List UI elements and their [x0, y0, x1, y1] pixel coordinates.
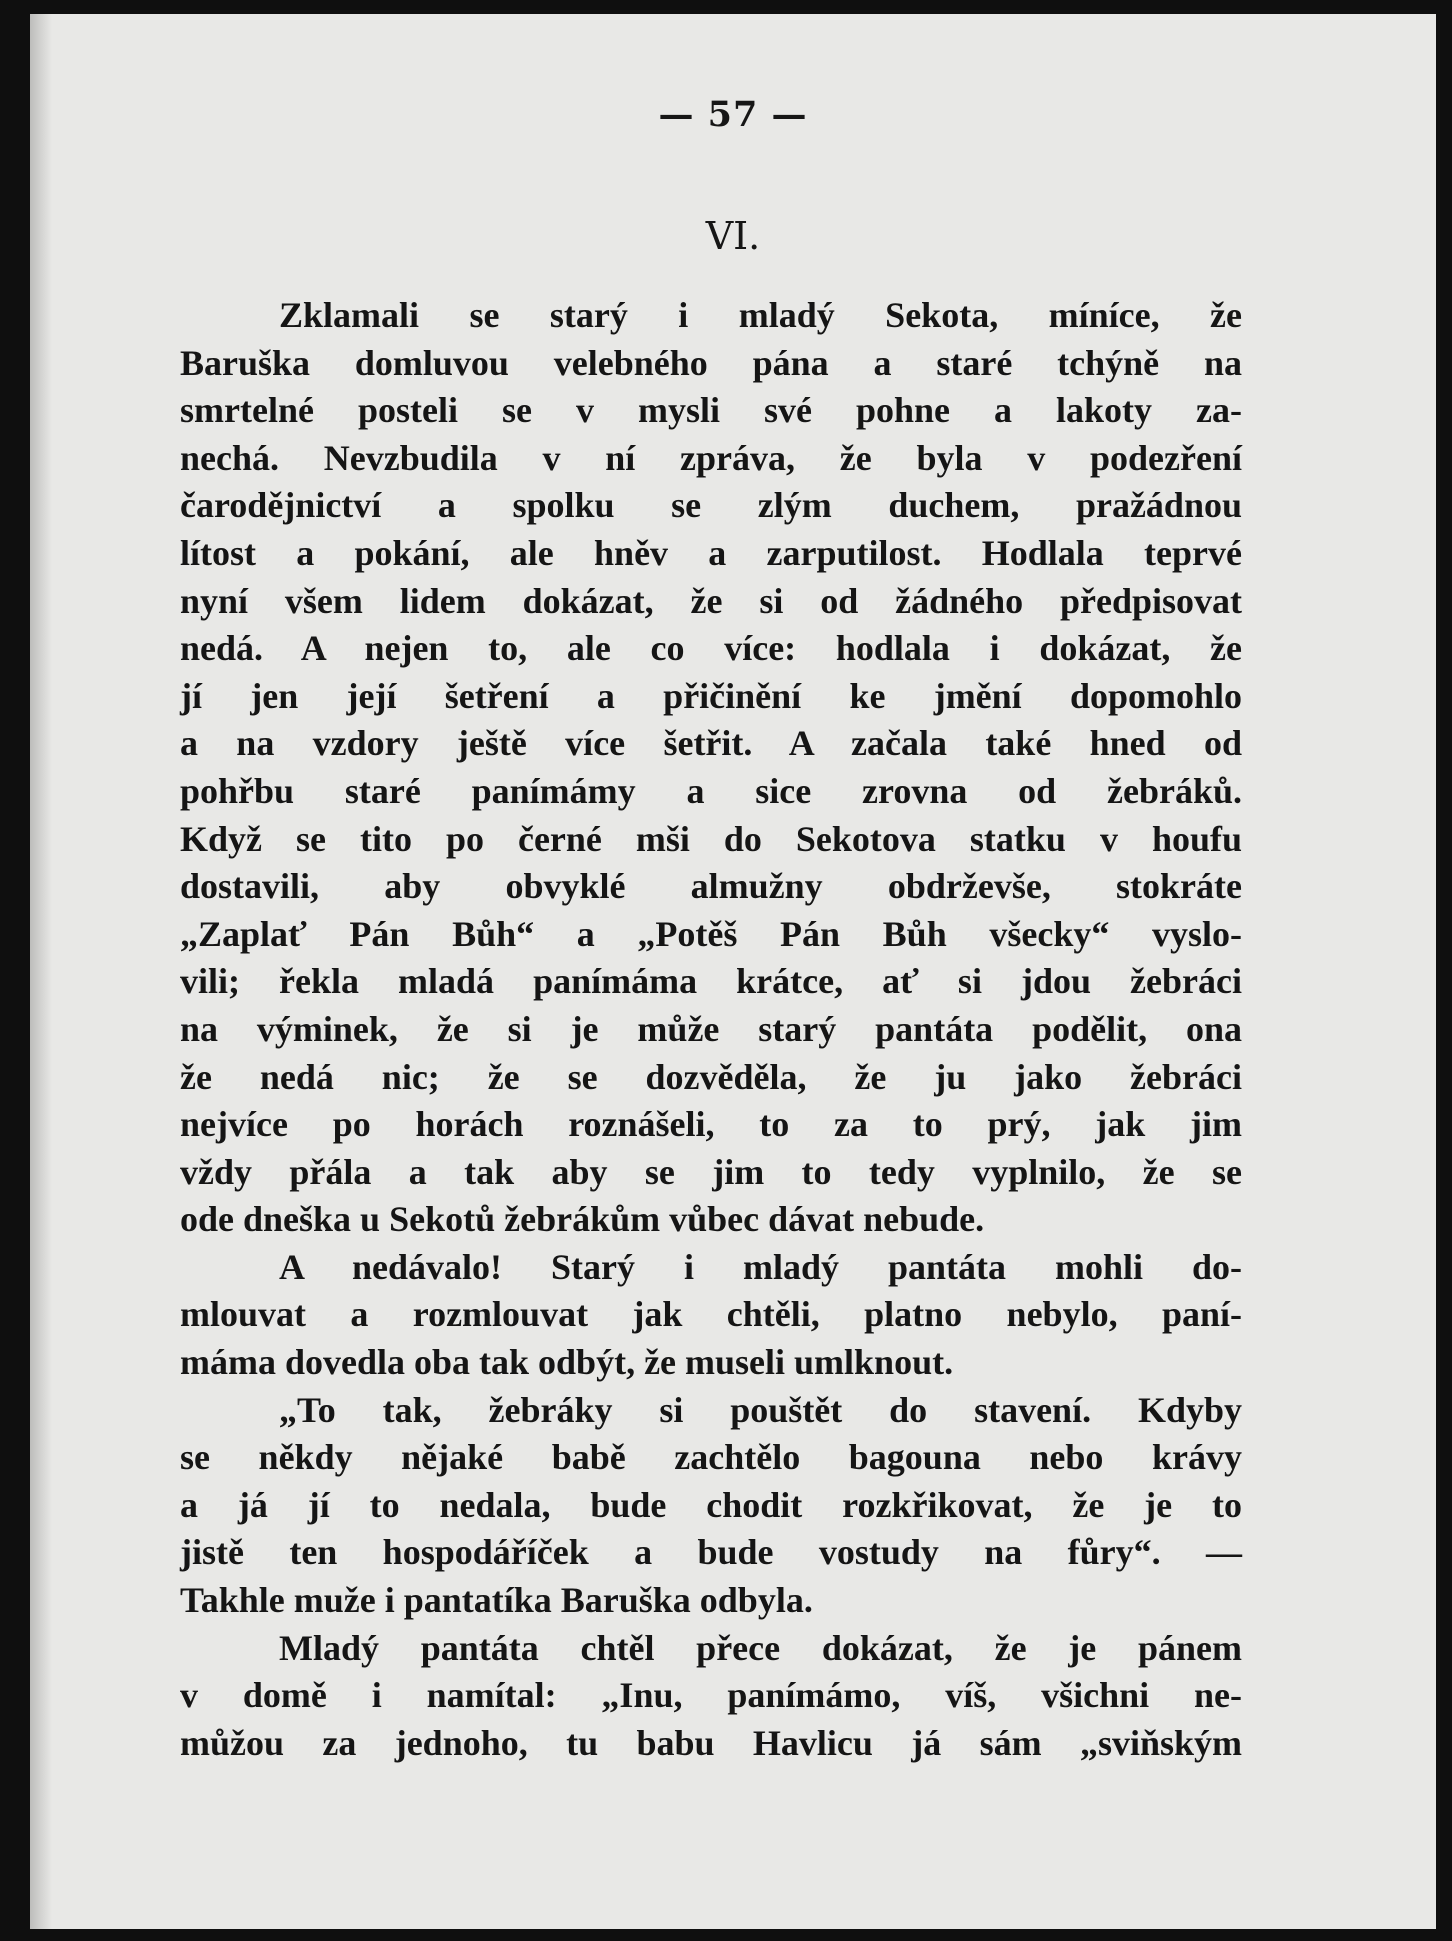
text-line: vili; řekla mladá panímáma krátce, ať si jdou žebráci: [180, 961, 1242, 1002]
text-line: čarodějnictví a spolku se zlým duchem, pražádnou: [180, 485, 1242, 526]
text-line: A nedávalo! Starý i mladý pantáta mohli do-: [279, 1246, 1242, 1287]
text-line: a já jí to nedala, bude chodit rozkřikovat, že je to: [180, 1484, 1242, 1525]
text-line: nedá. A nejen to, ale co více: hodlala i dokázat, že: [180, 628, 1242, 669]
text-line: Když se tito po černé mši do Sekotova statku v houfu: [180, 818, 1242, 859]
text-line: nechá. Nevzbudila v ní zpráva, že byla v podezření: [180, 437, 1242, 478]
text-line: jistě ten hospodáříček a bude vostudy na fůry“. —: [180, 1532, 1242, 1573]
text-line: máma dovedla oba tak odbýt, že museli umlknout.: [180, 1342, 954, 1383]
text-line: v domě i namítal: „Inu, panímámo, víš, všichni ne-: [180, 1675, 1242, 1716]
text-line: Takhle muže i pantatíka Baruška odbyla.: [180, 1580, 813, 1621]
text-line: Zklamali se starý i mladý Sekota, míníce, že: [279, 295, 1242, 335]
text-line: dostavili, aby obvyklé almužny obdrževše, stokráte: [180, 866, 1242, 907]
text-line: že nedá nic; že se dozvěděla, že ju jako žebráci: [180, 1056, 1242, 1097]
text-line: mlouvat a rozmlouvat jak chtěli, platno nebylo, paní-: [180, 1294, 1242, 1335]
text-line: Mladý pantáta chtěl přece dokázat, že je pánem: [279, 1627, 1242, 1668]
text-line: lítost a pokání, ale hněv a zarputilost. Hodlala teprvé: [180, 532, 1242, 573]
text-line: Baruška domluvou velebného pána a staré tchýně na: [180, 342, 1242, 383]
text-line: ode dneška u Sekotů žebrákům vůbec dávat nebude.: [180, 1199, 985, 1240]
text-line: se někdy nějaké babě zachtělo bagouna nebo krávy: [180, 1437, 1242, 1478]
text-line: „Zaplať Pán Bůh“ a „Potěš Pán Bůh všecky“ vyslo-: [180, 913, 1242, 954]
body-text: [180, 292, 1242, 1767]
text-line: „To tak, žebráky si pouštět do stavení. Kdyby: [279, 1389, 1242, 1430]
text-line: jí jen její šetření a přičinění ke jmění dopomohlo: [180, 675, 1242, 716]
book-page: [30, 14, 1436, 1929]
text-line: nyní všem lidem dokázat, že si od žádného předpisovat: [180, 580, 1242, 621]
page-number: — 57 —: [658, 94, 808, 135]
text-line: a na vzdory ještě více šetřit. A začala také hned od: [180, 723, 1242, 764]
chapter-heading: VI.: [705, 214, 761, 258]
text-line: můžou za jednoho, tu babu Havlicu já sám „sviňským: [180, 1722, 1242, 1763]
text-line: nejvíce po horách roznášeli, to za to prý, jak jim: [180, 1104, 1242, 1145]
text-line: na výminek, že si je může starý pantáta podělit, ona: [180, 1008, 1242, 1049]
text-line: pohřbu staré panímámy a sice zrovna od žebráků.: [180, 770, 1242, 811]
text-line: smrtelné posteli se v mysli své pohne a lakoty za-: [180, 390, 1242, 431]
text-line: vždy přála a tak aby se jim to tedy vyplnilo, že se: [180, 1151, 1242, 1192]
